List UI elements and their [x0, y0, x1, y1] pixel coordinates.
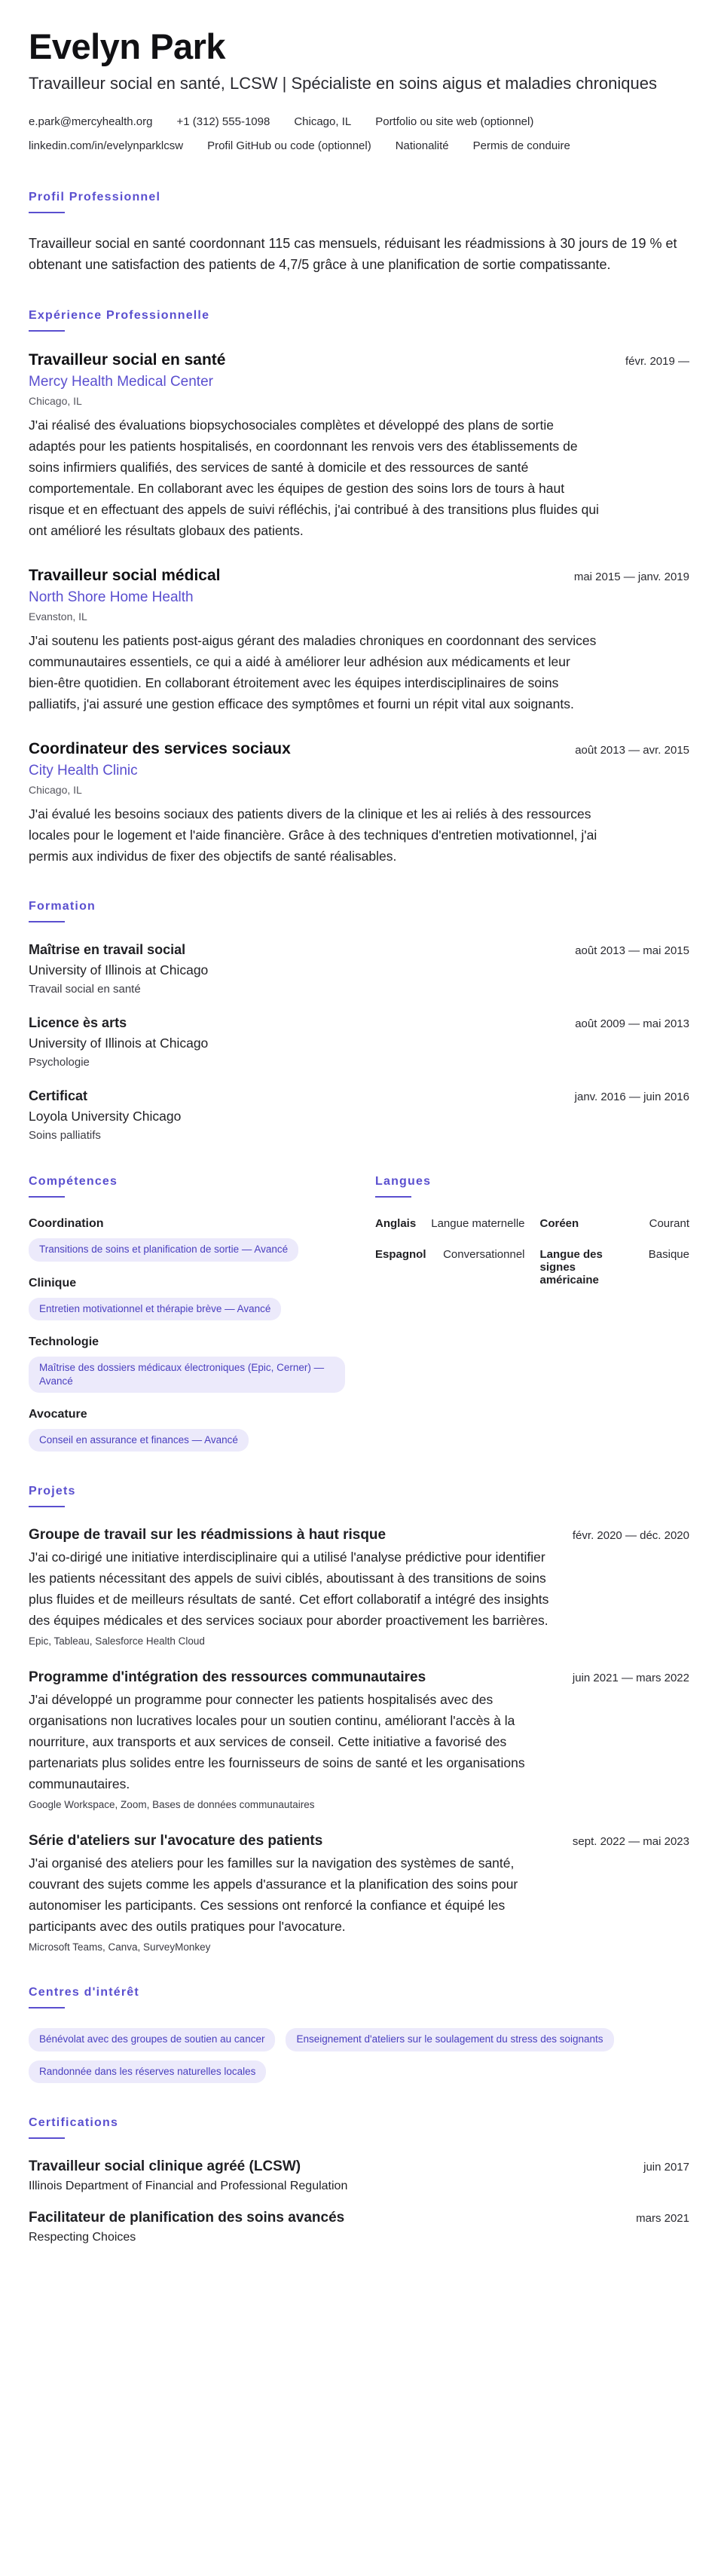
interest-pill: Enseignement d'ateliers sur le soulagement du stress des soignants	[286, 2028, 613, 2051]
project-tech: Microsoft Teams, Canva, SurveyMonkey	[29, 1941, 211, 1953]
project-dates: sept. 2022 — mai 2023	[572, 1835, 689, 1849]
certification-date: mars 2021	[636, 2211, 689, 2225]
experience-entry	[29, 351, 689, 541]
degree-title: Licence ès arts	[29, 1015, 127, 1031]
language-level: Conversationnel	[443, 1248, 525, 1262]
project-dates: févr. 2020 — déc. 2020	[572, 1529, 689, 1543]
field-of-study: Soins palliatifs	[29, 1129, 101, 1143]
education-dates: janv. 2016 — juin 2016	[574, 1091, 689, 1104]
skill-category: Coordination	[29, 1217, 104, 1231]
contact-location: Chicago, IL	[294, 115, 352, 128]
school-name: University of Illinois at Chicago	[29, 1036, 209, 1051]
employer-name: North Shore Home Health	[29, 589, 194, 606]
headline: Travailleur social en santé, LCSW | Spécialiste en soins aigus et maladies chroniques	[29, 73, 657, 93]
project-name: Groupe de travail sur les réadmissions à haut risque	[29, 1527, 386, 1543]
profile-summary: Travailleur social en santé coordonnant 115 cas mensuels, réduisant les réadmissions à 30 jours de 19 % et obtenant une satisfaction des patients de 4,7/5 grâce à une planification de sortie compatissante.	[29, 235, 677, 273]
language-item	[540, 1248, 690, 1286]
language-item	[375, 1248, 525, 1286]
education-dates: août 2009 — mai 2013	[575, 1017, 689, 1031]
experience-entry	[29, 567, 689, 714]
education-dates: août 2013 — mai 2015	[575, 944, 689, 958]
employer-name: City Health Clinic	[29, 763, 138, 779]
section-divider	[375, 1196, 411, 1198]
project-entry	[29, 1833, 689, 1953]
contact-linkedin[interactable]: linkedin.com/in/evelynparklcsw	[29, 139, 184, 153]
degree-title: Certificat	[29, 1088, 88, 1104]
job-title: Travailleur social médical	[29, 567, 221, 585]
section-divider	[29, 212, 65, 213]
section-divider	[29, 921, 65, 922]
field-of-study: Travail social en santé	[29, 983, 141, 996]
job-description: J'ai réalisé des évaluations biopsychosociales complètes et développé des plans de sortie adaptés pour les patients hospitalisés, en coordonnant les renvois vers des établissements de soins infirmiers qualifiés, des services de santé à domicile et des ressources de santé comportementale. En collaborant avec les équipes de gestion des soins lors de tours à haut risque et en effectuant des appels de suivi réfléchis, j'ai contribué à des transitions plus fluides qui ont amélioré les résultats globaux des patients.	[29, 418, 599, 539]
language-item	[375, 1217, 525, 1230]
skill-pill: Transitions de soins et planification de sortie — Avancé	[29, 1238, 298, 1261]
section-title-skills: Compétences	[29, 1175, 118, 1189]
section-title-education: Formation	[29, 900, 96, 913]
experience-section	[29, 309, 689, 867]
section-title-profile: Profil Professionnel	[29, 190, 161, 203]
job-location: Chicago, IL	[29, 784, 82, 797]
job-dates: août 2013 — avr. 2015	[575, 744, 689, 757]
project-description: J'ai co-dirigé une initiative interdisciplinaire qui a utilisé l'analyse prédictive pour identifier les patients nécessitant des appels de suivi ciblés, aboutissant à des transitions de soins plus fluides et de meilleurs résultats de santé. Cet effort collaboratif a intégré des insights des équipes médicales et des services sociaux pour aborder proactivement les barrières.	[29, 1550, 549, 1629]
certification-issuer: Illinois Department of Financial and Professional Regulation	[29, 2179, 348, 2192]
section-title-certifications: Certifications	[29, 2116, 119, 2129]
project-tech: Epic, Tableau, Salesforce Health Cloud	[29, 1635, 205, 1647]
contact-email[interactable]: e.park@mercyhealth.org	[29, 115, 153, 128]
certification-name: Facilitateur de planification des soins avancés	[29, 2209, 345, 2226]
contact-license: Permis de conduire	[472, 139, 570, 153]
job-description: J'ai évalué les besoins sociaux des patients divers de la clinique et les ai reliés à des ressources locales pour le logement et l'aide financière. Grâce à des techniques d'entretien motivationnel, j'ai permis aux individus de fixer des objectifs de santé réalisables.	[29, 806, 597, 864]
interests-list	[29, 2028, 689, 2082]
skill-pill: Maîtrise des dossiers médicaux électroniques (Epic, Cerner) — Avancé	[29, 1357, 345, 1393]
skill-category: Technologie	[29, 1335, 99, 1348]
section-title-languages: Langues	[375, 1175, 432, 1189]
job-dates: mai 2015 — janv. 2019	[573, 571, 689, 584]
skill-group	[29, 1408, 345, 1452]
project-tech: Google Workspace, Zoom, Bases de données communautaires	[29, 1799, 315, 1811]
contact-row-1	[29, 112, 689, 133]
skill-group	[29, 1217, 345, 1261]
interest-pill: Randonnée dans les réserves naturelles locales	[29, 2060, 266, 2083]
contact-website[interactable]: Portfolio ou site web (optionnel)	[375, 115, 534, 128]
certification-name: Travailleur social clinique agréé (LCSW)	[29, 2158, 301, 2174]
candidate-name: Evelyn Park	[29, 26, 226, 66]
experience-entry	[29, 740, 689, 867]
certification-entry	[29, 2210, 689, 2244]
certification-entry	[29, 2158, 689, 2193]
contact-github[interactable]: Profil GitHub ou code (optionnel)	[207, 139, 371, 153]
interest-pill: Bénévolat avec des groupes de soutien au cancer	[29, 2028, 275, 2051]
contact-phone[interactable]: +1 (312) 555-1098	[176, 115, 270, 128]
interests-section	[29, 1986, 689, 2082]
skill-group	[29, 1277, 345, 1320]
skills-languages-section	[29, 1175, 689, 1452]
project-name: Programme d'intégration des ressources communautaires	[29, 1669, 426, 1686]
section-title-interests: Centres d'intérêt	[29, 1986, 139, 1999]
projects-section	[29, 1485, 689, 1953]
project-description: J'ai organisé des ateliers pour les familles sur la navigation des systèmes de santé, couvrant des sujets comme les appels d'assurance et la planification des soins pour autonomiser les participants. Ces sessions ont renforcé la confiance et équipé les participants avec des outils pratiques pour l'avocature.	[29, 1856, 518, 1935]
job-dates: févr. 2019 —	[625, 355, 689, 369]
section-divider	[29, 2137, 65, 2139]
section-divider	[29, 1506, 65, 1507]
skill-category: Clinique	[29, 1276, 77, 1290]
project-dates: juin 2021 — mars 2022	[572, 1672, 689, 1685]
education-entry	[29, 1088, 689, 1142]
project-name: Série d'ateliers sur l'avocature des patients	[29, 1833, 323, 1849]
section-divider	[29, 330, 65, 332]
language-name: Langue des signes américaine	[539, 1248, 603, 1287]
education-entry	[29, 1015, 689, 1069]
job-location: Chicago, IL	[29, 395, 82, 408]
language-name: Coréen	[539, 1217, 579, 1231]
language-name: Anglais	[375, 1217, 417, 1231]
languages-column	[375, 1175, 689, 1452]
school-name: University of Illinois at Chicago	[29, 962, 209, 978]
project-entry	[29, 1669, 689, 1810]
resume-header	[29, 27, 689, 158]
language-level: Langue maternelle	[431, 1217, 525, 1231]
field-of-study: Psychologie	[29, 1056, 90, 1069]
section-divider	[29, 2007, 65, 2008]
skill-category: Avocature	[29, 1408, 87, 1421]
skill-pill: Entretien motivationnel et thérapie brève — Avancé	[29, 1298, 281, 1320]
skills-column	[29, 1175, 345, 1452]
school-name: Loyola University Chicago	[29, 1109, 182, 1124]
section-title-experience: Expérience Professionnelle	[29, 309, 210, 323]
job-title: Travailleur social en santé	[29, 351, 226, 369]
language-level: Courant	[649, 1217, 689, 1231]
project-description: J'ai développé un programme pour connecter les patients hospitalisés avec des organisations non lucratives locales pour un soutien continu, améliorant l'accès à la nourriture, aux transports et aux services de conseil. Cette initiative a favorisé des partenariats plus solides entre les fournisseurs de soins de santé et les organisations communautaires.	[29, 1692, 525, 1792]
certifications-section	[29, 2116, 689, 2244]
project-entry	[29, 1527, 689, 1647]
employer-name: Mercy Health Medical Center	[29, 374, 213, 390]
degree-title: Maîtrise en travail social	[29, 942, 186, 958]
language-item	[540, 1217, 690, 1230]
certification-issuer: Respecting Choices	[29, 2230, 136, 2244]
certification-date: juin 2017	[643, 2160, 689, 2174]
contact-row-2	[29, 136, 689, 158]
job-title: Coordinateur des services sociaux	[29, 740, 291, 758]
education-section	[29, 900, 689, 1142]
section-divider	[29, 1196, 65, 1198]
skill-pill: Conseil en assurance et finances — Avancé	[29, 1429, 249, 1452]
job-location: Evanston, IL	[29, 610, 87, 623]
education-entry	[29, 942, 689, 996]
section-title-projects: Projets	[29, 1485, 76, 1498]
skill-group	[29, 1335, 345, 1393]
job-description: J'ai soutenu les patients post-aigus gérant des maladies chroniques en coordonnant des services communautaires essentiels, ce qui a aidé à améliorer leur adhésion aux médicaments et leur bien-être quotidien. En collaborant étroitement avec les équipes interdisciplinaires de soins palliatifs, j'ai assuré une gestion efficace des symptômes et fourni un répit vital aux soignants.	[29, 633, 597, 712]
contact-nationality: Nationalité	[395, 139, 449, 153]
profile-section	[29, 191, 689, 277]
language-level: Basique	[648, 1248, 689, 1262]
language-name: Espagnol	[375, 1248, 426, 1262]
languages-grid	[375, 1217, 689, 1286]
